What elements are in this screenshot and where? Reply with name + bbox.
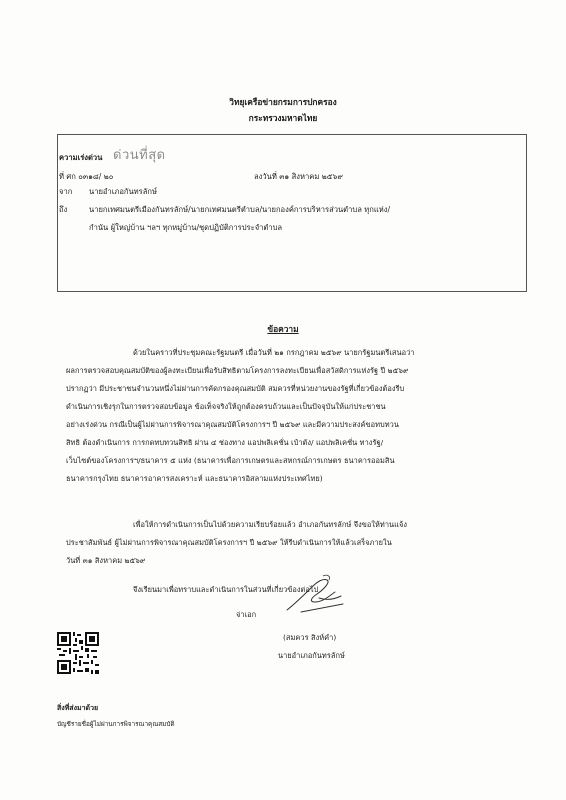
body-line: ผลการตรวจสอบคุณสมบัติของผู้ลงทะเบียนเพื่อรับสิทธิตามโครงการลงทะเบียนเพื่อสวัสดิการแห่งรัฐ ปี ๒๕๖๙ [66,366,409,375]
reference-number: ที่ ศก ๐๓๑๘/ ๒๐ [59,172,114,181]
to-label: ถึง [59,205,68,214]
to-line-1: นายกเทศมนตรีเมืองกันทรลักษ์/นายกเทศมนตรีตำบล/นายกองค์การบริหารส่วนตำบล ทุกแห่ง/ [89,205,391,214]
memo-date: ลงวันที่ ๓๑ สิงหาคม ๒๕๖๙ [254,172,343,181]
enclosure-label: สิ่งที่ส่งมาด้วย [57,704,99,712]
enclosure-value: บัญชีรายชื่อผู้ไม่ผ่านการพิจารณาคุณสมบัติ [57,720,175,728]
body-line: เว็บไซต์ของโครงการฯ/ธนาคาร ๕ แห่ง (ธนาคารเพื่อการเกษตรและสหกรณ์การเกษตร ธนาคารออมสิน [66,456,395,465]
closing-line: จึงเรียนมาเพื่อทราบและดำเนินการในส่วนที่เกี่ยวข้องต่อไป [133,585,319,594]
body-line: สิทธิ ต้องดำเนินการ การกดทบทวนสิทธิ ผ่าน ๔ ช่องทาง แอปพลิเคชั่น เป๋าตัง/ แอปพลิเคชั่น ทางรัฐ/ [66,438,384,447]
signature-scrawl [283,572,353,618]
qr-code-icon [57,632,99,674]
org-header-ministry: กระทรวงมหาดไทย [248,113,318,123]
body-line: ดำเนินการเชิงรุกในการตรวจสอบข้อมูล ข้อเท็จจริงให้ถูกต้องครบถ้วนและเป็นปัจจุบันให้แก่ประชาชน [66,402,386,411]
urgency-label: ความเร่งด่วน [59,153,103,162]
signatory-name: (สมควร สิงห์คำ) [283,633,337,642]
body-line: เพื่อให้การดำเนินการเป็นไปด้วยความเรียบร้อยแล้ว อำเภอกันทรลักษ์ จึงขอให้ท่านแจ้ง [133,520,408,529]
signatory-rank: จ่าเอก [236,610,257,619]
body-line: ธนาคารกรุงไทย ธนาคารอาคารสงเคราะห์ และธนาคารอิสลามแห่งประเทศไทย) [66,474,323,483]
to-line-2: กำนัน ผู้ใหญ่บ้าน ฯลฯ ทุกหมู่บ้าน/ชุดปฏิบัติการประจำตำบล [89,223,283,232]
from-label: จาก [59,187,73,196]
message-heading: ข้อความ [267,324,299,334]
from-value: นายอำเภอกันทรลักษ์ [89,187,158,196]
urgency-stamp: ด่วนที่สุด [113,148,166,163]
body-line: ด้วยในคราวที่ประชุมคณะรัฐมนตรี เมื่อวันที่ ๒๑ กรกฎาคม ๒๕๖๙ นายกรัฐมนตรีเสนอว่า [133,348,415,357]
body-line: อย่างเร่งด่วน กรณีเป็นผู้ไม่ผ่านการพิจารณาคุณสมบัติโครงการฯ ปี ๒๕๖๙ และมีความประสงค์ขอทบทวน [66,420,399,429]
body-line: วันที่ ๓๑ สิงหาคม ๒๕๖๙ [66,556,146,565]
body-line: ประชาสัมพันธ์ ผู้ไม่ผ่านการพิจารณาคุณสมบัติโครงการฯ ปี ๒๕๖๙ ให้รีบดำเนินการให้แล้วเสร็จภายใน [66,538,392,547]
body-line: ปรากฏว่า มีประชาชนจำนวนหนึ่งไม่ผ่านการคัดกรองคุณสมบัติ สมควรที่หน่วยงานของรัฐที่เกี่ยวข้องต้องรีบ [66,384,405,393]
org-header-network: วิทยุเครือข่ายกรมการปกครอง [229,97,337,107]
signatory-title: นายอำเภอกันทรลักษ์ [278,651,345,660]
